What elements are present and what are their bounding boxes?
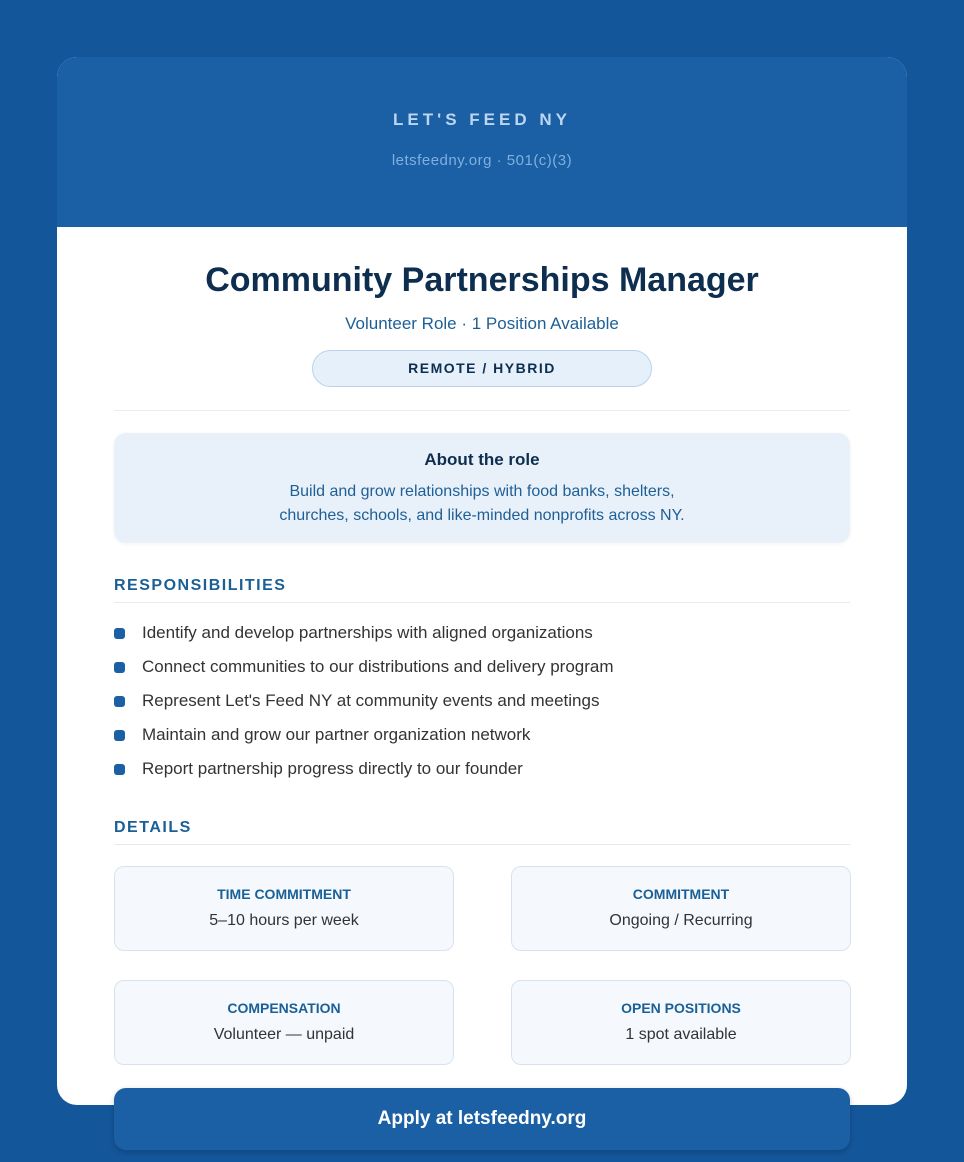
bullet-icon (114, 730, 125, 741)
bullet-icon (114, 696, 125, 707)
card-header (57, 57, 907, 227)
org-name: LET'S FEED NY (393, 110, 571, 129)
location-badge: REMOTE / HYBRID (312, 350, 652, 387)
responsibilities-list (114, 621, 850, 791)
apply-button[interactable]: Apply at letsfeedny.org (114, 1088, 850, 1150)
list-item-text: Represent Let's Feed NY at community events and meetings (142, 691, 600, 710)
about-text-1: Build and grow relationships with food banks, shelters, (289, 483, 675, 500)
details-grid (114, 866, 850, 1065)
divider (114, 410, 850, 411)
about-section (114, 433, 850, 543)
detail-label: TIME COMMITMENT (217, 886, 351, 902)
detail-label: COMMITMENT (632, 886, 730, 902)
about-text-2: churches, schools, and like-minded nonprofits across NY. (279, 507, 685, 524)
detail-value: 5–10 hours per week (209, 912, 359, 929)
responsibilities-heading: RESPONSIBILITIES (114, 577, 850, 603)
list-item (114, 655, 850, 689)
bullet-icon (114, 662, 125, 673)
job-card (57, 57, 907, 1105)
detail-value: Ongoing / Recurring (609, 912, 753, 929)
detail-compensation (114, 980, 454, 1065)
detail-time-commitment (114, 866, 454, 951)
role-subtitle: Volunteer Role · 1 Position Available (345, 314, 619, 333)
page-title: Community Partnerships Manager (205, 261, 759, 299)
org-subtitle: letsfeedny.org · 501(c)(3) (391, 152, 573, 169)
detail-value: Volunteer — unpaid (213, 1026, 355, 1043)
list-item (114, 689, 850, 723)
detail-value: 1 spot available (625, 1026, 737, 1043)
detail-commitment (511, 866, 851, 951)
bullet-icon (114, 764, 125, 775)
list-item (114, 621, 850, 655)
list-item (114, 723, 850, 757)
list-item-text: Maintain and grow our partner organization network (142, 725, 531, 744)
detail-label: OPEN POSITIONS (621, 1000, 741, 1016)
details-heading: DETAILS (114, 819, 850, 845)
list-item-text: Identify and develop partnerships with aligned organizations (142, 623, 593, 642)
list-item-text: Report partnership progress directly to our founder (142, 759, 523, 778)
bullet-icon (114, 628, 125, 639)
list-item (114, 757, 850, 791)
list-item-text: Connect communities to our distributions and delivery program (142, 657, 614, 676)
detail-open-positions (511, 980, 851, 1065)
detail-label: COMPENSATION (227, 1000, 341, 1016)
about-heading: About the role (424, 450, 540, 469)
